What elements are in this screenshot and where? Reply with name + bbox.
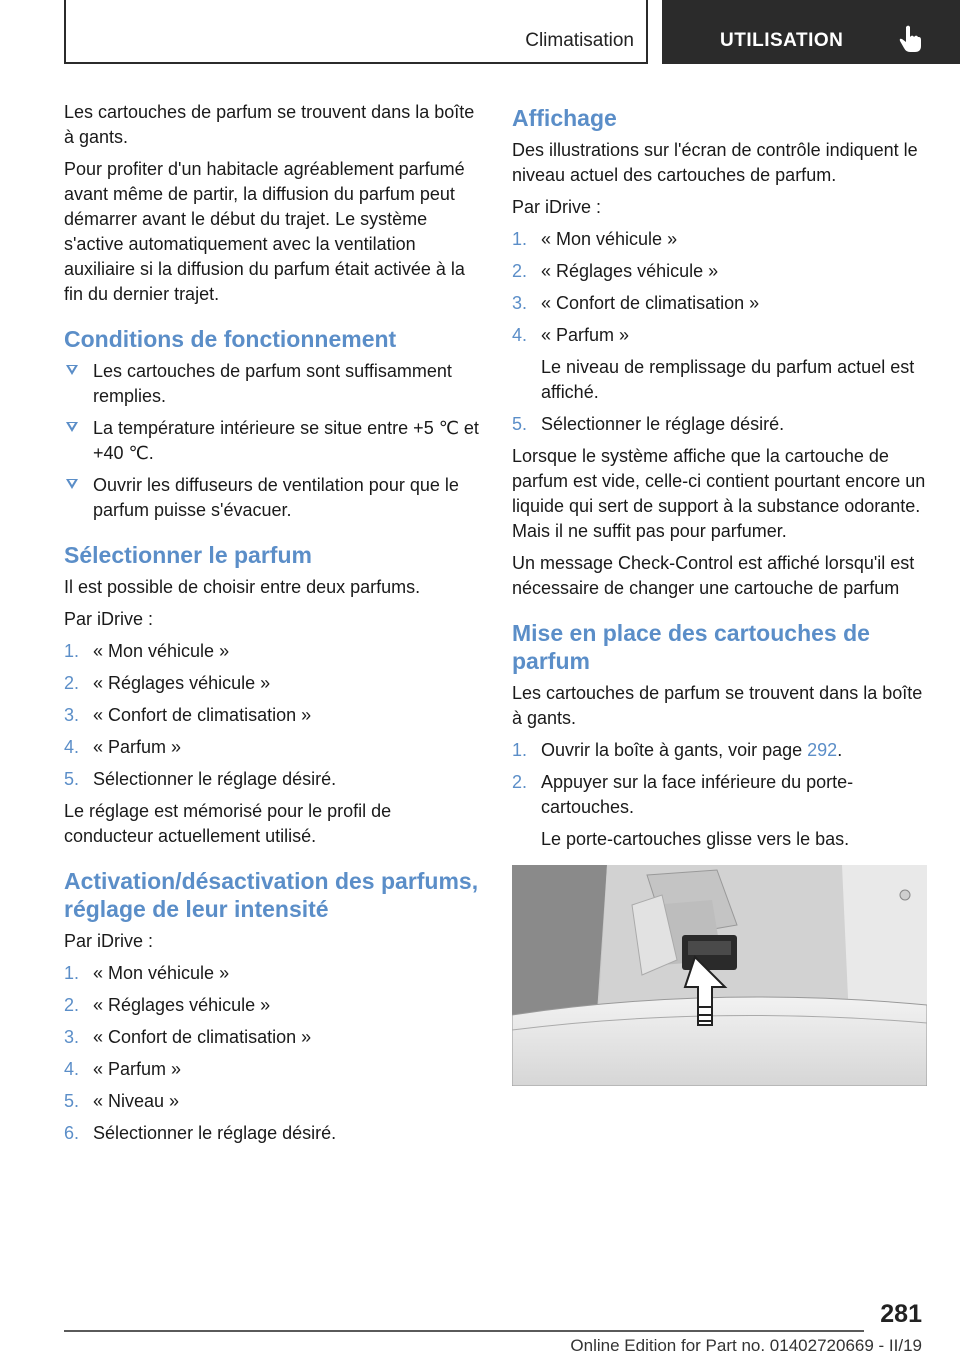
step-number: 2.	[512, 772, 528, 792]
conditions-list	[64, 359, 480, 523]
step-number: 5.	[512, 414, 528, 434]
idrive-label: Par iDrive :	[512, 197, 602, 217]
install-heading: Mise en place des cartouches de parfum	[512, 620, 870, 674]
step-text: « Réglages véhicule »	[93, 673, 271, 693]
page-number: 281	[880, 1300, 922, 1328]
list-item	[64, 639, 480, 664]
step-number: 5.	[64, 769, 80, 789]
step-number: 4.	[512, 325, 528, 345]
list-item-text: Les cartouches de parfum sont suffisamment remplies.	[93, 361, 452, 406]
header-chapter-box	[662, 0, 960, 64]
step-text: « Mon véhicule »	[93, 963, 230, 983]
step-text-end: .	[837, 740, 843, 760]
list-item	[64, 1089, 480, 1114]
step-text: « Mon véhicule »	[541, 229, 678, 249]
step-text: « Parfum »	[93, 1059, 182, 1079]
display-text: Des illustrations sur l'écran de contrôle indiquent le niveau actuel des cartouches de parfum.	[512, 140, 918, 185]
edition-footer: Online Edition for Part no. 01402720669 - II/19	[570, 1336, 922, 1355]
conditions-heading: Conditions de fonctionnement	[64, 326, 397, 352]
triangle-bullet-icon	[66, 422, 78, 432]
step-number: 2.	[64, 673, 80, 693]
step-number: 6.	[64, 1123, 80, 1143]
step-text: Sélectionner le réglage désiré.	[541, 414, 785, 434]
select-scent-text: Il est possible de choisir entre deux parfums.	[64, 577, 421, 597]
step-text: « Réglages véhicule »	[93, 995, 271, 1015]
activation-heading: Activation/désactivation des parfums, réglage de leur intensité	[64, 868, 479, 922]
list-item-text: La température intérieure se situe entre +5 ℃ et +40 ℃.	[93, 418, 479, 463]
idrive-label: Par iDrive :	[64, 931, 154, 951]
step-text: « Niveau »	[93, 1091, 180, 1111]
list-item	[64, 1121, 480, 1146]
idrive-label: Par iDrive :	[64, 609, 154, 629]
page-reference-link[interactable]: 292	[807, 740, 838, 760]
header-section-box	[64, 0, 648, 64]
intro-paragraph: Les cartouches de parfum se trouvent dans la boîte à gants.	[64, 102, 475, 147]
step-sub-text: Le niveau de remplissage du parfum actuel est affiché.	[541, 357, 915, 402]
list-item	[512, 738, 928, 763]
left-column	[64, 100, 480, 1153]
list-item	[64, 703, 480, 728]
step-number: 1.	[64, 963, 80, 983]
select-scent-heading: Sélectionner le parfum	[64, 542, 312, 568]
list-item	[64, 735, 480, 760]
list-item	[512, 323, 928, 405]
step-number: 4.	[64, 737, 80, 757]
step-number: 1.	[64, 641, 80, 661]
list-item	[64, 671, 480, 696]
step-text: « Confort de climatisation »	[541, 293, 760, 313]
triangle-bullet-icon	[66, 479, 78, 489]
step-number: 1.	[512, 229, 528, 249]
step-number: 3.	[512, 293, 528, 313]
step-text: « Mon véhicule »	[93, 641, 230, 661]
activation-steps-list	[64, 961, 480, 1146]
empty-cartridge-note: Lorsque le système affiche que la cartouche de parfum est vide, celle-ci contient pourtant encore un liquide qui sert de support à la substance odorante. Mais il ne suffit pas pour parfumer.	[512, 446, 926, 541]
glovebox-cartridge-illustration	[512, 865, 927, 1086]
step-text: « Réglages véhicule »	[541, 261, 719, 281]
list-item	[64, 359, 480, 409]
header-chapter-title: UTILISATION	[720, 30, 844, 51]
check-control-note: Un message Check-Control est affiché lorsqu'il est nécessaire de changer une cartouche de parfum	[512, 553, 915, 598]
list-item	[512, 227, 928, 252]
install-text: Les cartouches de parfum se trouvent dans la boîte à gants.	[512, 683, 923, 728]
footer-divider	[64, 1330, 864, 1332]
step-number: 5.	[64, 1091, 80, 1111]
list-item	[64, 961, 480, 986]
list-item	[64, 767, 480, 792]
step-number: 1.	[512, 740, 528, 760]
pointing-hand-icon	[898, 24, 922, 54]
display-heading: Affichage	[512, 105, 617, 131]
pre-scent-paragraph: Pour profiter d'un habitacle agréablement parfumé avant même de partir, la diffusion du parfum peut démarrer avant le début du trajet. Le système s'active automatiquement avec la ventilation auxiliaire si la diffusion du parfum était activée à la fin du dernier trajet.	[64, 159, 465, 304]
list-item	[64, 993, 480, 1018]
select-steps-list	[64, 639, 480, 792]
header-section-title: Climatisation	[525, 30, 634, 51]
display-steps-list	[512, 227, 928, 437]
step-sub-text: Le porte-cartouches glisse vers le bas.	[541, 829, 850, 849]
right-column	[512, 100, 928, 1093]
step-text: Sélectionner le réglage désiré.	[93, 769, 337, 789]
list-item	[64, 473, 480, 523]
profile-note: Le réglage est mémorisé pour le profil de conducteur actuellement utilisé.	[64, 801, 392, 846]
list-item	[64, 1057, 480, 1082]
step-number: 3.	[64, 1027, 80, 1047]
step-text: « Parfum »	[541, 325, 630, 345]
list-item	[512, 770, 928, 852]
list-item-text: Ouvrir les diffuseurs de ventilation pour que le parfum puisse s'évacuer.	[93, 475, 459, 520]
list-item	[512, 412, 928, 437]
step-text: « Parfum »	[93, 737, 182, 757]
step-text: Sélectionner le réglage désiré.	[93, 1123, 337, 1143]
step-number: 3.	[64, 705, 80, 725]
step-number: 2.	[512, 261, 528, 281]
list-item	[64, 416, 480, 466]
triangle-bullet-icon	[66, 365, 78, 375]
list-item	[512, 259, 928, 284]
step-text: « Confort de climatisation »	[93, 705, 312, 725]
list-item	[64, 1025, 480, 1050]
step-text: Appuyer sur la face inférieure du porte-cartouches.	[541, 772, 854, 817]
step-text: Ouvrir la boîte à gants, voir page	[541, 740, 808, 760]
list-item	[512, 291, 928, 316]
step-number: 4.	[64, 1059, 80, 1079]
step-number: 2.	[64, 995, 80, 1015]
step-text: « Confort de climatisation »	[93, 1027, 312, 1047]
install-steps-list	[512, 738, 928, 852]
